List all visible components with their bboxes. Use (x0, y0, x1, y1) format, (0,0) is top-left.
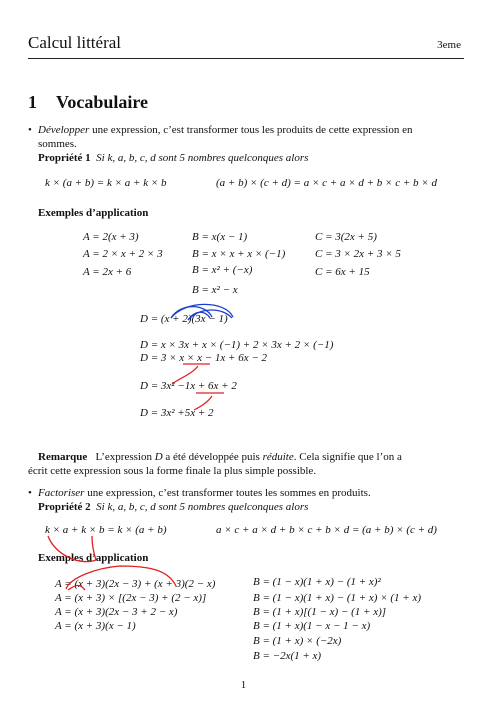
examples-heading-factor: Exemples d’application (38, 552, 149, 564)
ex-b-line: B = x(x − 1) (192, 231, 248, 243)
bullet-develop: • (28, 124, 32, 136)
property-2-label: Propriété 2 (38, 501, 91, 513)
page-header-title: Calcul littéral (28, 33, 121, 52)
factor-term: Factoriser (38, 487, 85, 499)
property-2 (38, 501, 308, 515)
remark-line1 (38, 451, 402, 465)
property-1-text: Si k, a, b, c, d sont 5 nombres quelconques alors (96, 152, 309, 164)
ex-factor-b-line: B = (1 + x)(1 − x − 1 − x) (253, 620, 371, 632)
ex-factor-b-line: B = −2x(1 + x) (253, 650, 322, 662)
ex-a-line: A = 2(x + 3) (83, 231, 139, 243)
ex-a-line: A = 2x + 6 (83, 266, 132, 278)
remark-label: Remarque (38, 451, 88, 463)
ex-factor-a-line: A = (x + 3) × [(2x − 3) + (2 − x)] (55, 592, 207, 604)
remark-text-c: . Cela signifie que l’on a (293, 451, 402, 463)
ex-factor-a-line: A = (x + 3)(2x − 3 + 2 − x) (55, 606, 178, 618)
property-1 (38, 152, 308, 166)
ex-c-line: C = 6x + 15 (315, 266, 370, 278)
remark-word: réduite (262, 451, 294, 463)
develop-text: une expression, c’est transformer tous les produits de cette expression en (89, 124, 413, 136)
formula-double-distributive: (a + b) × (c + d) = a × c + a × d + b × c + b × d (216, 177, 437, 189)
factor-text: une expression, c’est transformer toutes les sommes en produits. (84, 487, 371, 499)
formula-factor-double: a × c + a × d + b × c + b × d = (a + b) × (c + d) (216, 524, 437, 536)
ex-d-line: D = x × 3x + x × (−1) + 2 × 3x + 2 × (−1) (140, 339, 334, 351)
ex-factor-a-line: A = (x + 3)(2x − 3) + (x + 3)(2 − x) (55, 578, 216, 590)
factor-definition (38, 487, 371, 501)
develop-definition-line1 (38, 124, 413, 138)
remark-var: D (154, 451, 163, 463)
ex-b-line: B = x × x + x × (−1) (192, 248, 286, 260)
formula-factor-simple: k × a + k × b = k × (a + b) (45, 524, 167, 536)
section-number: 1 (28, 92, 37, 112)
ex-a-line: A = 2 × x + 2 × 3 (83, 248, 163, 260)
examples-heading-develop: Exemples d’application (38, 207, 149, 219)
develop-definition-line2: sommes. (38, 138, 77, 150)
ex-factor-b-line: B = (1 + x)[(1 − x) − (1 + x)] (253, 606, 387, 618)
formula-distributive: k × (a + b) = k × a + k × b (45, 177, 167, 189)
ex-c-line: C = 3(2x + 5) (315, 231, 377, 243)
ex-c-line: C = 3 × 2x + 3 × 5 (315, 248, 401, 260)
bullet-factor: • (28, 487, 32, 499)
property-2-text: Si k, a, b, c, d sont 5 nombres quelconques alors (96, 501, 309, 513)
property-1-label: Propriété 1 (38, 152, 91, 164)
remark-text-b: a été développée puis (162, 451, 263, 463)
ex-factor-b-line: B = (1 − x)(1 + x) − (1 + x)² (253, 576, 381, 588)
ex-d-line: D = 3x² −1x + 6x + 2 (140, 380, 237, 392)
ex-d-line: D = 3 × x × x − 1x + 6x − 2 (140, 352, 268, 364)
section-title: Vocabulaire (56, 92, 149, 112)
ex-factor-b-line: B = (1 − x)(1 + x) − (1 + x) × (1 + x) (253, 592, 422, 604)
page-header-class: 3eme (437, 39, 461, 51)
remark-text-a: L’expression (95, 451, 155, 463)
ex-d-line: D = (x + 2)(3x − 1) (140, 313, 228, 325)
develop-term: Développer (38, 124, 90, 136)
page-number: 1 (240, 679, 247, 691)
ex-d-line: D = 3x² +5x + 2 (140, 407, 214, 419)
ex-b-line: B = x² + (−x) (192, 264, 253, 276)
remark-line2: écrit cette expression sous la forme finale la plus simple possible. (28, 465, 317, 477)
ex-factor-b-line: B = (1 + x) × (−2x) (253, 635, 342, 647)
ex-factor-a-line: A = (x + 3)(x − 1) (55, 620, 136, 632)
ex-b-line: B = x² − x (192, 284, 238, 296)
header-rule (28, 58, 464, 59)
